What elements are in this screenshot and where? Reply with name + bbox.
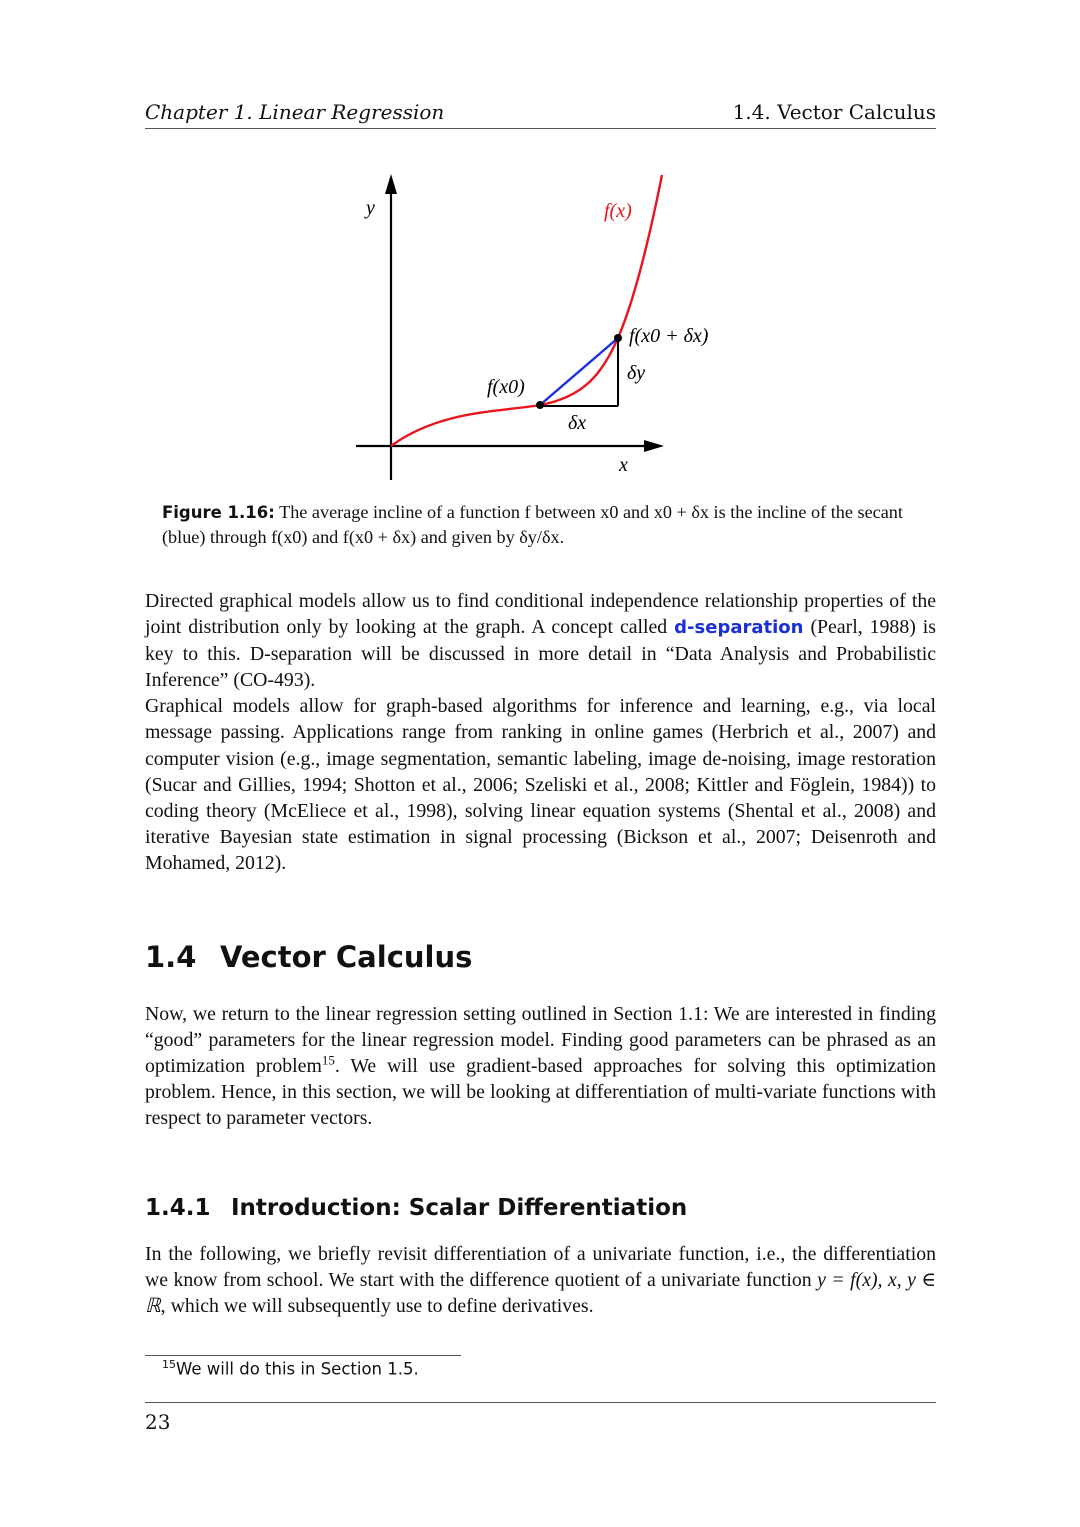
paragraph-d-separation: [145, 588, 936, 693]
section-number: 1.4: [145, 940, 197, 974]
x-axis-label: x: [619, 454, 628, 476]
section-title: Vector Calculus: [220, 940, 473, 974]
caption-label: Figure 1.16:: [162, 503, 275, 522]
d-separation-link[interactable]: d-separation: [674, 617, 804, 639]
figure-caption: [162, 500, 920, 550]
point-x0-plus-dx: [614, 334, 622, 342]
page-number: 23: [145, 1410, 171, 1434]
secant-line: [540, 338, 618, 405]
x-axis-arrowhead: [644, 440, 664, 452]
paragraph1-part2: (Pearl, 1988) is key to this. D-separation will be discussed in more detail in “Data Analysis and Probabilistic Inference” (CO-493).: [145, 616, 936, 692]
y-axis-label: y: [366, 197, 375, 219]
paragraph4-part2: , which we will subsequently use to define derivatives.: [160, 1295, 594, 1318]
body-text-block-2: [145, 1001, 936, 1131]
paragraph3-part2: . We will use gradient-based approaches for solving this optimization problem. Hence, in this section, we will be looking at differentiation of multi-variate functions with respect to parameter vectors.: [145, 1055, 936, 1130]
section-heading: [145, 940, 472, 974]
subsection-title: Introduction: Scalar Differentiation: [231, 1195, 688, 1221]
footnote-reference[interactable]: 15: [321, 1052, 335, 1068]
paragraph-scalar-differentiation: [145, 1241, 936, 1319]
body-text-block-3: [145, 1241, 936, 1319]
running-header-right: 1.4. Vector Calculus: [732, 100, 936, 124]
footnote: [162, 1358, 419, 1379]
delta-y-label: δy: [627, 362, 646, 384]
figure-secant-diagram: [0, 0, 1080, 495]
paragraph-intro-vector-calculus: [145, 1001, 936, 1131]
curve-label: f(x): [604, 200, 632, 222]
subsection-number: 1.4.1: [145, 1195, 211, 1221]
caption-text: The average incline of a function f between x0 and x0 + δx is the incline of the secant (blue) through f(x0) and f(x0 + δx) and given by δy/δx.: [162, 502, 903, 547]
body-text-block-1: [145, 588, 936, 876]
running-header-left: Chapter 1. Linear Regression: [145, 100, 445, 124]
paragraph4-part1: In the following, we briefly revisit differentiation of a univariate function, i.e., the differentiation we know from school. We start with the difference quotient of a univariate function: [145, 1243, 936, 1292]
point-lower-label: f(x0): [487, 376, 525, 398]
paragraph-graphical-models: Graphical models allow for graph-based algorithms for inference and learning, e.g., via local message passing. Applications range from ranking in online games (Herbrich et al., 2007) and computer vision (e.g., image segmentation, semantic labeling, image de-noising, image restoration (Sucar and Gillies, 1994; Shotton et al., 2006; Szeliski et al., 2008; Kittler and Föglein, 1984)) to coding theory (McEliece et al., 1998), solving linear equation systems (Shental et al., 2008) and iterative Bayesian state estimation in signal processing (Bickson et al., 2007; Deisenroth and Mohamed, 2012).: [145, 695, 936, 874]
footnote-rule: [145, 1355, 461, 1356]
y-axis-arrowhead: [385, 174, 397, 194]
paragraph1-part1: Directed graphical models allow us to find conditional independence relationship properties of the joint distribution only by looking at the graph. A concept called: [145, 590, 936, 639]
point-upper-label: f(x0 + δx): [629, 325, 709, 347]
footnote-number: 15: [162, 1358, 176, 1371]
subsection-heading: [145, 1195, 687, 1221]
delta-x-label: δx: [568, 412, 587, 434]
footnote-text: We will do this in Section 1.5.: [176, 1359, 419, 1379]
footer-rule: [145, 1402, 936, 1403]
point-x0: [536, 401, 544, 409]
paragraph3-part1: Now, we return to the linear regression setting outlined in Section 1.1: We are interested in finding “good” parameters for the linear regression model. Finding good parameters can be phrased as an optimization problem: [145, 1003, 936, 1078]
inline-math: y = f(x), x, y ∈ ℝ: [145, 1269, 936, 1318]
